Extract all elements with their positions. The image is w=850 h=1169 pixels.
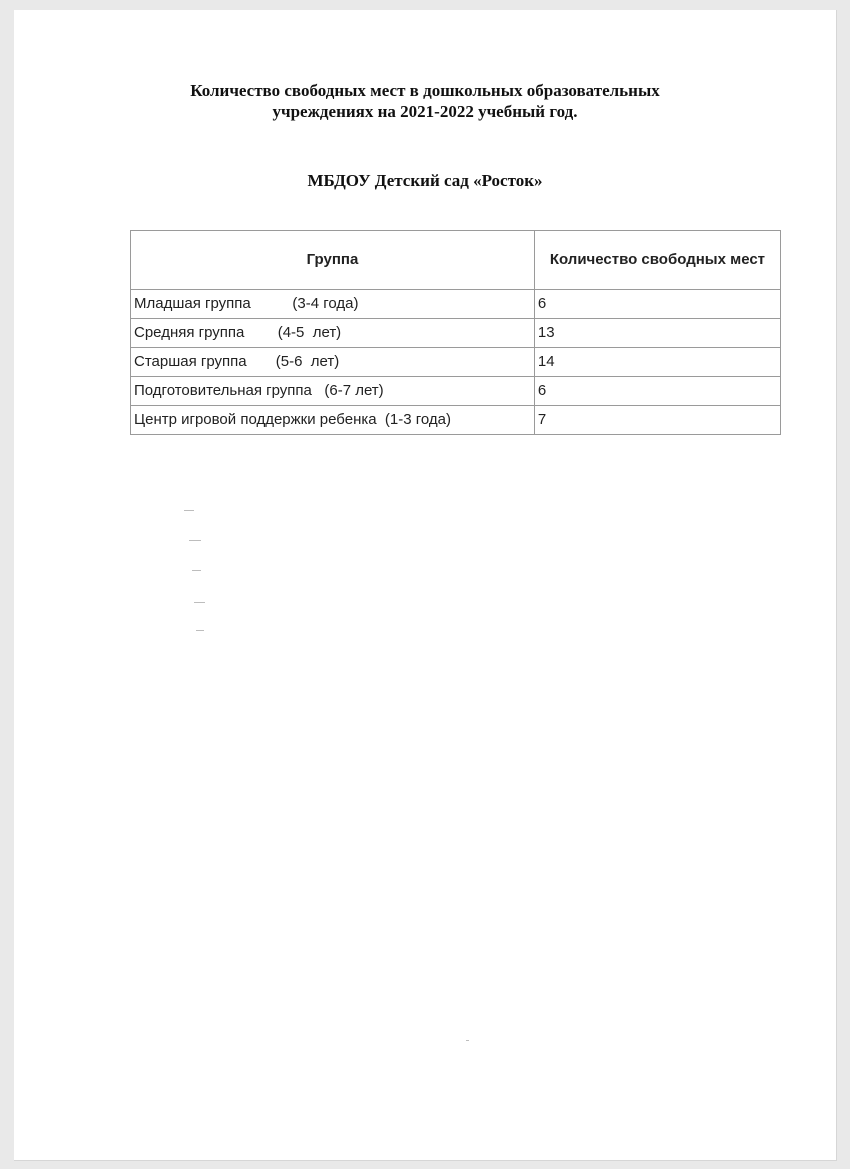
table-row [131, 319, 781, 348]
row-group: Младшая группа (3-4 года) [131, 290, 535, 319]
scan-speck [192, 570, 201, 571]
row-group: Подготовительная группа (6-7 лет) [131, 377, 535, 406]
scan-speck [184, 510, 194, 511]
table-row [131, 406, 781, 435]
row-group: Старшая группа (5-6 лет) [131, 348, 535, 377]
row-count: 6 [534, 290, 780, 319]
scan-speck [194, 602, 205, 603]
row-count: 13 [534, 319, 780, 348]
table-row [131, 377, 781, 406]
document-page [14, 10, 837, 1161]
institution-name: МБДОУ Детский сад «Росток» [307, 171, 543, 190]
header-group: Группа [131, 231, 535, 290]
document-title [14, 80, 836, 122]
title-line-2: учреждениях на 2021-2022 учебный год. [272, 102, 578, 121]
table-row [131, 290, 781, 319]
table-header-row [131, 231, 781, 290]
scan-speck [196, 630, 204, 631]
scan-speck [189, 540, 201, 541]
free-places-table [130, 230, 781, 435]
row-group: Центр игровой поддержки ребенка (1-3 года) [131, 406, 535, 435]
row-count: 14 [534, 348, 780, 377]
header-count: Количество свободных мест [534, 231, 780, 290]
row-count: 6 [534, 377, 780, 406]
row-count: 7 [534, 406, 780, 435]
title-line-1: Количество свободных мест в дошкольных образовательных [190, 81, 660, 100]
row-group: Средняя группа (4-5 лет) [131, 319, 535, 348]
table-row [131, 348, 781, 377]
scan-speck [466, 1040, 469, 1041]
